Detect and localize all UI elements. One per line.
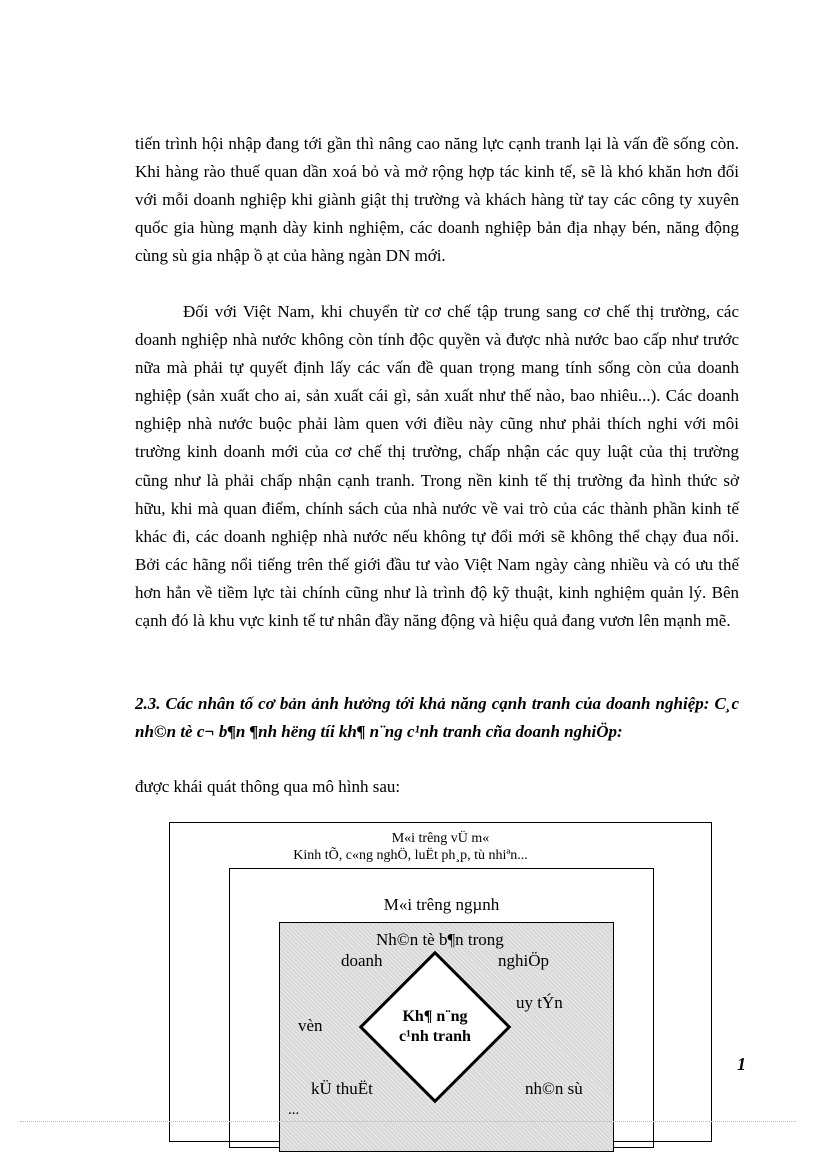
macro-environment-label: M«i trêng vÜ m«	[391, 831, 490, 846]
paragraph-1: tiến trình hội nhập đang tới gần thì nâng cao năng lực cạnh tranh lại là vấn đề sống còn. Khi hàng rào thuế quan dần xoá bỏ và mở rộng hợp tác kinh tế, sẽ là khó khăn hơn đối với mỗi doanh nghiệp khi giành giật thị trường và khách hàng từ tay các công ty xuyên quốc gia hùng mạnh dày kinh nghiệm, các doanh nghiệp bản địa nhạy bén, năng động cùng sù gia nhập ồ ạt của hàng ngàn DN mới.	[135, 134, 739, 266]
page-bottom-divider	[20, 1121, 796, 1122]
competitiveness-label	[381, 1007, 489, 1047]
section-heading: 2.3. Các nhân tố cơ bản ảnh hưởng tới khả năng cạnh tranh của doanh nghiệp: C¸c nh©n tè c¬ b¶n ¶nh hëng tíi kh¶ n¨ng c¹nh tranh cña doanh nghiÖp:	[135, 694, 739, 742]
factor-personnel: nh©n sù	[525, 1079, 583, 1098]
competitiveness-label-line2: c¹nh tranh	[399, 1028, 471, 1045]
diagram-intro: được khái quát thông qua mô hình sau:	[135, 777, 401, 796]
factor-technology: kÜ thuËt	[311, 1079, 373, 1098]
macro-environment-factors: Kinh tÕ, c«ng nghÖ, luËt ph¸p, tù nhiªn...	[293, 848, 528, 863]
paragraph-2: Đối với Việt Nam, khi chuyển từ cơ chế tập trung sang cơ chế thị trường, các doanh nghiệp nhà nước không còn tính độc quyền và được nhà nước bao cấp như trước nữa mà phải tự quyết định lấy các vấn đề quan trọng mang tính sống còn của doanh nghiệp (sản xuất cho ai, sản xuất cái gì, sản xuất như thế nào, bao nhiêu...). Các doanh nghiệp nhà nước buộc phải làm quen với điều này cũng như phải thích nghi với môi trường kinh doanh mới của cơ chế thị trường, chấp nhận các quy luật của thị trường cũng như là phải chấp nhận cạnh tranh. Trong nền kinh tế thị trường đa hình thức sở hữu, khi mà quan điểm, chính sách của nhà nước về vai trò của các thành phần kinh tế khác đi, các doanh nghiệp nhà nước nếu không tự đổi mới sẽ không thể chạy đua nổi. Bởi các hãng nổi tiếng trên thế giới đầu tư vào Việt Nam ngày càng nhiều và có ưu thế hơn hẳn về tiềm lực tài chính cũng như là trình độ kỹ thuật, kinh nghiệm quản lý. Bên cạnh đó là khu vực kinh tế tư nhân đầy năng động và hiệu quả đang vươn lên mạnh mẽ.	[135, 302, 739, 631]
factor-capital: vèn	[298, 1016, 323, 1035]
internal-factors-word-doanh: doanh	[341, 951, 383, 970]
competitiveness-label-line1: Kh¶ n¨ng	[402, 1008, 468, 1025]
page-number: 1	[737, 1054, 746, 1074]
internal-factors-word-nghiep: nghiÖp	[498, 951, 549, 970]
factor-reputation: uy tÝn	[516, 993, 563, 1012]
factor-ellipsis: ...	[288, 1102, 300, 1118]
internal-factors-title: Nh©n tè b¶n trong	[376, 930, 504, 949]
industry-environment-label: M«i trêng ngµnh	[383, 895, 500, 914]
